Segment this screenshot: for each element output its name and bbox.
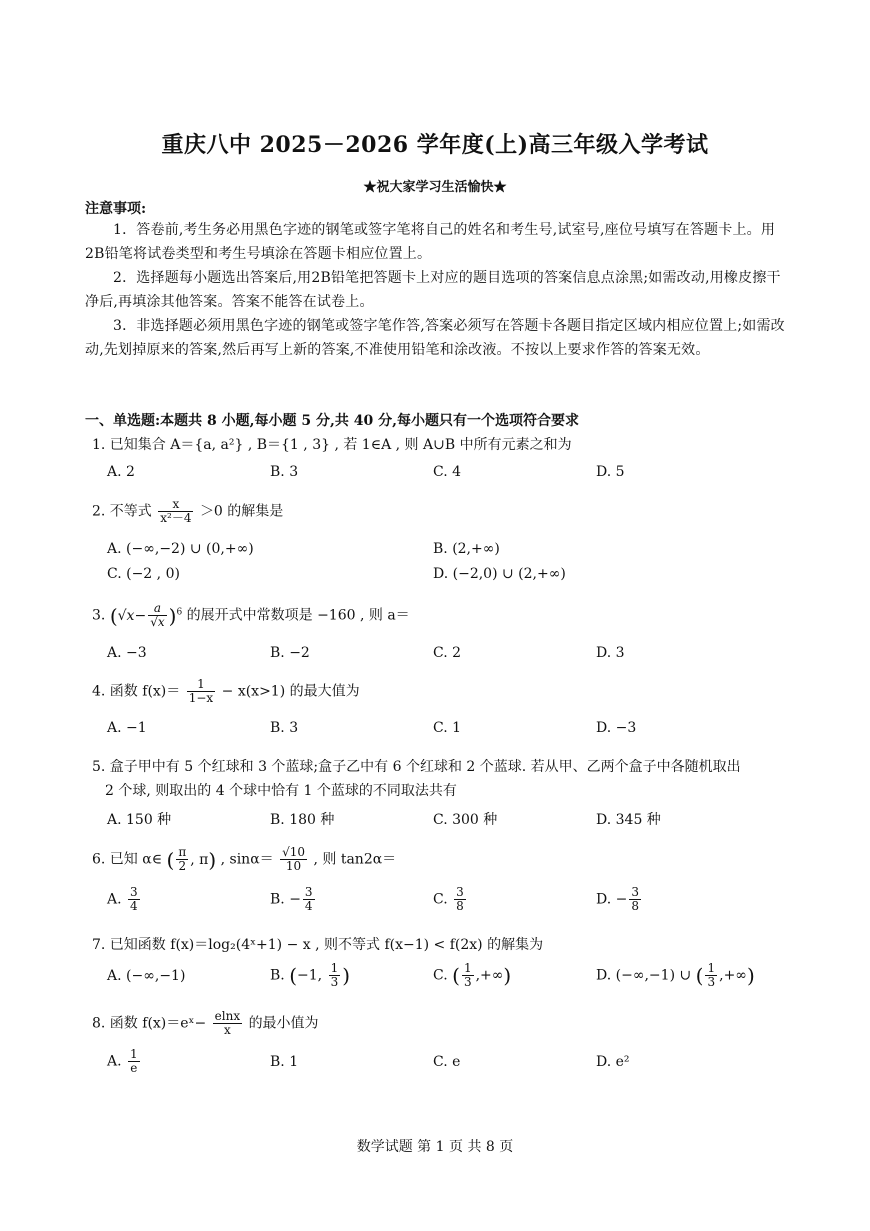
q8-fraction xyxy=(213,1010,242,1037)
q7-option-a: A. (−∞,−1) xyxy=(107,968,186,984)
q3-option-d: D. 3 xyxy=(596,645,625,661)
q7-option-d: D. (−∞,−1) ∪ ( $\frac{1}{3}$ ,+∞) xyxy=(596,961,755,989)
q4-num: 1 xyxy=(187,678,215,692)
q3-option-c: C. 2 xyxy=(433,645,462,661)
q4-option-a: A. −1 xyxy=(107,720,147,736)
q5-option-d: D. 345 种 xyxy=(596,812,661,828)
q7-option-c: C. ( $\frac{1}{3}$ ,+∞) xyxy=(433,961,512,989)
question-8-stem xyxy=(92,1010,319,1037)
exam-subtitle: ★祝大家学习生活愉快★ xyxy=(363,180,507,195)
q2-option-b: B. (2,+∞) xyxy=(433,541,500,557)
question-6-stem xyxy=(92,846,396,873)
q3-post: 的展开式中常数项是 −160 , 则 a＝ xyxy=(186,607,410,624)
page-footer: 数学试题 第 1 页 共 8 页 xyxy=(356,1139,514,1155)
q4-post: − x(x>1) 的最大值为 xyxy=(221,683,360,700)
q4-pre: 4. 函数 f(x)＝ xyxy=(92,683,181,700)
q8-post: 的最小值为 xyxy=(248,1015,319,1032)
q7-option-b: B. (−1, $\frac{1}{3}$ ) xyxy=(270,961,351,989)
question-4-stem xyxy=(92,678,360,705)
q5-option-a: A. 150 种 xyxy=(107,812,172,828)
notice-heading: 注意事项: xyxy=(85,201,147,217)
q1-option-a: A. 2 xyxy=(107,464,135,480)
q8-den: x xyxy=(224,1023,231,1037)
q8-pre: 8. 函数 f(x)＝eˣ− xyxy=(92,1015,207,1032)
q8-option-b: B. 1 xyxy=(270,1054,299,1070)
notice-item-2: 2．选择题每小题选出答案后,用2B铅笔把答题卡上对应的题目选项的答案信息点涂黑;如需改动,用橡皮擦干净后,再填涂其他答案。答案不能答在试卷上。 xyxy=(85,270,781,310)
q2-pre: 2. 不等式 xyxy=(92,503,152,520)
q3-option-b: B. −2 xyxy=(270,645,310,661)
q2-post: ＞0 的解集是 xyxy=(199,503,284,520)
notice-item-1: 1．答卷前,考生务必用黑色字迹的钢笔或签字笔将自己的姓名和考生号,试室号,座位号填写在答题卡上。用2B铅笔将试卷类型和考生号填涂在答题卡相应位置上。 xyxy=(85,222,776,262)
q4-fraction xyxy=(187,678,215,705)
q6-option-b: B. − $\frac{3}{4}$ xyxy=(270,885,313,913)
q6-option-d: D. − $\frac{3}{8}$ xyxy=(596,885,639,913)
q2-fraction xyxy=(158,498,193,525)
q2-option-a: A. (−∞,−2) ∪ (0,+∞) xyxy=(107,541,254,557)
q6-mid: , sinα＝ xyxy=(220,851,274,868)
q3-expression: (√x− $\frac{a}{√x}$ )$^6$ xyxy=(109,601,183,629)
q6-sin-value: $\frac{√10}{10}$ xyxy=(282,845,306,873)
q8-option-c: C. e xyxy=(433,1054,461,1070)
q8-num: elnx xyxy=(214,1009,241,1023)
q4-option-c: C. 1 xyxy=(433,720,462,736)
question-2-stem xyxy=(92,498,283,525)
q2-num: x xyxy=(158,498,193,512)
exam-title: 重庆八中 2025－2026 学年度(上)高三年级入学考试 xyxy=(161,132,709,158)
q2-option-c: C. (−2 , 0) xyxy=(107,566,180,582)
q6-option-c: C. $\frac{3}{8}$ xyxy=(433,885,464,913)
q4-option-d: D. −3 xyxy=(596,720,637,736)
q4-option-b: B. 3 xyxy=(270,720,299,736)
q1-option-c: C. 4 xyxy=(433,464,462,480)
q2-option-d: D. (−2,0) ∪ (2,+∞) xyxy=(433,566,566,582)
q3-pre: 3. xyxy=(92,607,106,624)
section-heading: 一、单选题:本题共 8 小题,每小题 5 分,共 40 分,每小题只有一个选项符合要求 xyxy=(85,413,579,429)
question-3-stem xyxy=(92,602,410,629)
q8-option-a: A. $\frac{1}{e}$ xyxy=(107,1047,138,1075)
question-5-line-2: 2 个球, 则取出的 4 个球中恰有 1 个蓝球的不同取法共有 xyxy=(105,783,457,799)
q6-interval: ( $\frac{\pi}{2}$ , π) xyxy=(166,845,217,873)
q3-option-a: A. −3 xyxy=(107,645,147,661)
q1-option-d: D. 5 xyxy=(596,464,625,480)
q6-pre: 6. 已知 α∈ xyxy=(92,851,163,868)
q6-post: , 则 tan2α＝ xyxy=(313,851,397,868)
q1-option-b: B. 3 xyxy=(270,464,299,480)
q5-option-b: B. 180 种 xyxy=(270,812,335,828)
question-5-line-1: 5. 盒子甲中有 5 个红球和 3 个蓝球;盒子乙中有 6 个红球和 2 个蓝球. 若从甲、乙两个盒子中各随机取出 xyxy=(92,759,741,775)
notice-item-3: 3．非选择题必须用黑色字迹的钢笔或签字笔作答,答案必须写在答题卡各题目指定区域内相应位置上;如需改动,先划掉原来的答案,然后再写上新的答案,不准使用铅笔和涂改液。不按以上要求作答的答案无效。 xyxy=(85,318,785,358)
q6-option-a: A. $\frac{3}{4}$ xyxy=(107,885,138,913)
question-1-stem: 1. 已知集合 A＝{a, a²} , B＝{1 , 3} , 若 1∈A , 则 A∪B 中所有元素之和为 xyxy=(92,437,572,453)
q5-option-c: C. 300 种 xyxy=(433,812,498,828)
q2-den: x²－4 xyxy=(160,511,192,525)
q8-option-d: D. e² xyxy=(596,1054,630,1070)
question-7-stem: 7. 已知函数 f(x)＝log₂(4ˣ+1) − x , 则不等式 f(x−1) < f(2x) 的解集为 xyxy=(92,937,544,953)
q4-den: 1−x xyxy=(188,691,214,705)
